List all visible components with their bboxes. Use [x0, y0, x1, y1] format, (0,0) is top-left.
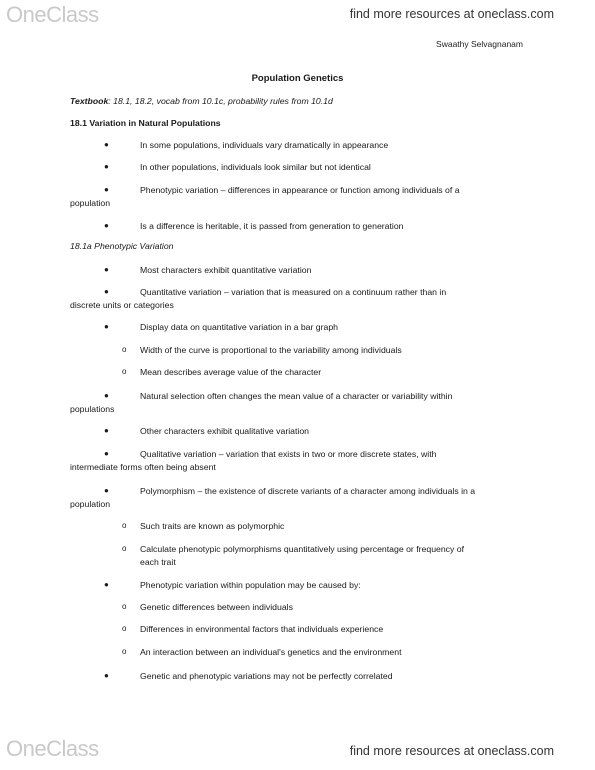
bullet-text: Most characters exhibit quantitative variation	[140, 265, 312, 275]
bullet-text: Other characters exhibit qualitative variation	[140, 426, 310, 436]
bullet-text: Phenotypic variation – differences in appearance or function among individuals of a	[140, 185, 460, 195]
bullet-icon: ●	[104, 426, 109, 435]
bullet-text: Natural selection often changes the mean value of a character or variability within	[140, 391, 453, 401]
bullet-icon: ●	[104, 322, 109, 331]
bullet-icon: ●	[104, 449, 109, 458]
promo-link-bottom[interactable]: find more resources at oneclass.com	[349, 744, 554, 758]
bullet-text: Polymorphism – the existence of discrete variants of a character among individuals in a	[140, 486, 476, 496]
bullet-text: In other populations, individuals look similar but not identical	[140, 162, 371, 172]
subsection-heading: 18.1a Phenotypic Variation	[70, 241, 174, 251]
sub-bullet-text: Width of the curve is proportional to the variability among individuals	[140, 345, 402, 355]
bullet-text-cont: populations	[70, 404, 115, 414]
sub-bullet-text: An interaction between an individual's genetics and the environment	[140, 647, 402, 657]
sub-bullet-text: Such traits are known as polymorphic	[140, 521, 285, 531]
bullet-icon: ●	[104, 221, 109, 230]
textbook-label: Textbook	[70, 96, 109, 106]
bullet-icon: ●	[104, 671, 109, 680]
bullet-icon: ●	[104, 185, 109, 194]
bullet-text: Genetic and phenotypic variations may not be perfectly correlated	[140, 671, 393, 681]
circle-bullet-icon: o	[122, 521, 127, 530]
oneclass-logo: OneClass	[6, 2, 99, 27]
sub-bullet-text-cont: each trait	[140, 557, 176, 567]
sub-bullet-text: Calculate phenotypic polymorphisms quantitatively using percentage or frequency of	[140, 544, 465, 554]
bullet-text: Quantitative variation – variation that is measured on a continuum rather than in	[140, 287, 447, 297]
section-heading: 18.1 Variation in Natural Populations	[70, 118, 221, 128]
textbook-line	[70, 95, 333, 108]
bullet-text: Phenotypic variation within population may be caused by:	[140, 580, 361, 590]
bullet-icon: ●	[104, 162, 109, 171]
circle-bullet-icon: o	[122, 345, 127, 354]
circle-bullet-icon: o	[122, 624, 127, 633]
bullet-text-cont: population	[70, 198, 111, 208]
textbook-refs: : 18.1, 18.2, vocab from 10.1c, probability rules from 10.1d	[108, 96, 333, 106]
bullet-icon: ●	[104, 486, 109, 495]
document-title: Population Genetics	[251, 73, 344, 84]
circle-bullet-icon: o	[122, 602, 127, 611]
bullet-icon: ●	[104, 580, 109, 589]
oneclass-logo-footer: OneClass	[6, 736, 99, 761]
bullet-icon: ●	[104, 265, 109, 274]
bullet-text: Qualitative variation – variation that exists in two or more discrete states, with	[140, 449, 437, 459]
circle-bullet-icon: o	[122, 647, 127, 656]
bullet-text: Display data on quantitative variation in a bar graph	[140, 322, 339, 332]
sub-bullet-text: Genetic differences between individuals	[140, 602, 293, 612]
bullet-text-cont: discrete units or categories	[70, 300, 174, 310]
bullet-text: Is a difference is heritable, it is passed from generation to generation	[140, 221, 404, 231]
author-name: Swaathy Selvagnanam	[436, 39, 523, 49]
bullet-text-cont: intermediate forms often being absent	[70, 462, 216, 472]
bullet-text: In some populations, individuals vary dramatically in appearance	[140, 140, 389, 150]
circle-bullet-icon: o	[122, 367, 127, 376]
sub-bullet-text: Mean describes average value of the character	[140, 367, 322, 377]
bullet-text-cont: population	[70, 499, 111, 509]
bullet-icon: ●	[104, 140, 109, 149]
sub-bullet-text: Differences in environmental factors that individuals experience	[140, 624, 384, 634]
promo-link-top[interactable]: find more resources at oneclass.com	[349, 7, 554, 21]
bullet-icon: ●	[104, 391, 109, 400]
circle-bullet-icon: o	[122, 544, 127, 553]
bullet-icon: ●	[104, 287, 109, 296]
